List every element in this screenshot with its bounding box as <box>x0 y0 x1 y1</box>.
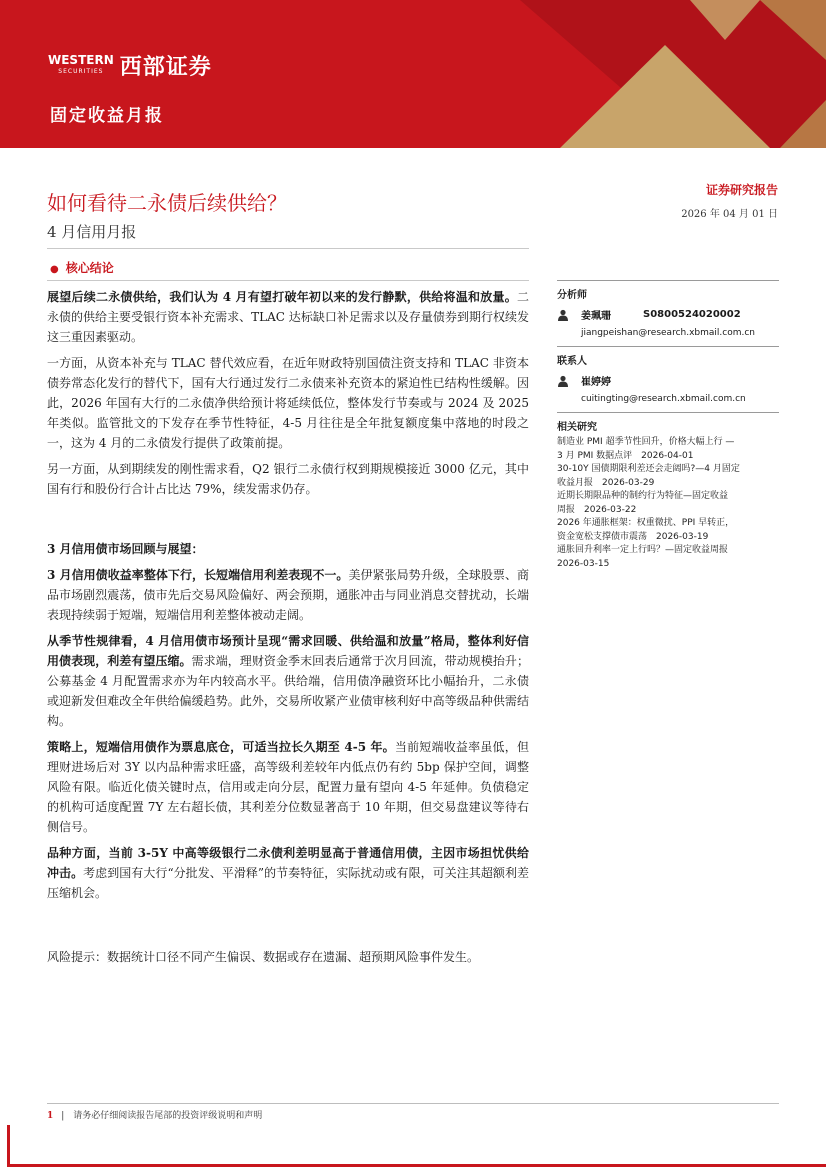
page-bottom-rule <box>7 1164 826 1167</box>
divider <box>47 248 529 249</box>
paragraph: 展望后续二永债供给，我们认为 4 月有望打破年初以来的发行静默，供给将温和放量。二永债的供给主要受银行资本补充需求、TLAC 达标缺口补足需求以及存量债券到期行权续发这三重因素驱动。 <box>47 290 529 344</box>
paragraph: 策略上，短端信用债作为票息底仓，可适当拉长久期至 4-5 年。当前短端收益率虽低，但理财进场后对 3Y 以内品种需求旺盛，高等级利差较年内低点仍有约 5bp 保护空间，调整风险有限。临近化债关键时点，信用或走向分层，配置力量有望向 4-5 年延伸。负债稳定的机构可适度配置 7Y 左右超长债，其利差分位数显著高于 10 年期，但交易盘建议等待右侧信号。 <box>47 740 529 834</box>
contact-email[interactable]: cuitingting@research.xbmail.com.cn <box>581 394 746 404</box>
sidebar <box>557 280 779 571</box>
paragraph: 3 月信用债收益率整体下行，长短端信用利差表现不一。美伊紧张局势升级，全球股票、商品市场剧烈震荡，债市先后交易风险偏好、两会预期，通胀冲击与同业消息交替扰动，长端表现持续弱于短端，短端信用利差整体被动走阔。 <box>47 568 529 622</box>
contact-heading: 联系人 <box>557 356 587 367</box>
divider <box>557 280 779 281</box>
report-type: 证券研究报告 <box>705 183 778 197</box>
related-line[interactable]: 2026-03-15 <box>557 558 610 569</box>
bullet-icon: ● <box>50 264 59 275</box>
section-heading: 3 月信用债市场回顾与展望： <box>47 542 204 556</box>
divider <box>47 280 529 281</box>
report-series-title: 固定收益月报 <box>50 106 164 126</box>
report-title: 如何看待二永债后续供给？ <box>47 191 287 215</box>
core-conclusion-heading: ● 核心结论 <box>50 261 114 275</box>
risk-warning: 风险提示：数据统计口径不同产生偏误、数据或存在遗漏、超预期风险事件发生。 <box>47 950 480 964</box>
related-line[interactable]: 资金宽松支撑债市震荡 2026-03-19 <box>557 531 709 542</box>
person-icon <box>557 375 569 387</box>
analyst: 姜珮珊 S0800524020002 <box>557 307 779 322</box>
disclaimer: | 请务必仔细阅读报告尾部的投资评级说明和声明 <box>61 1111 263 1121</box>
divider <box>557 412 779 413</box>
page-number: 1 <box>47 1111 54 1121</box>
header-banner <box>0 0 826 148</box>
logo-en: WESTERN SECURITIES <box>48 52 114 75</box>
paragraph: 另一方面，从到期续发的刚性需求看，Q2 银行二永债行权到期规模接近 3000 亿元，其中国有行和股份行合计占比达 79%，续发需求仍存。 <box>47 462 529 496</box>
related-line[interactable]: 制造业 PMI 超季节性回升，价格大幅上行 — <box>557 437 735 447</box>
related-research-heading: 相关研究 <box>557 422 597 433</box>
related-line[interactable]: 收益月报 2026-03-29 <box>557 477 655 488</box>
report-date: 2026 年 04 月 01 日 <box>681 209 778 220</box>
related-line[interactable]: 通胀回升利率一定上行吗？—固定收益周报 <box>557 545 729 555</box>
logo-cn: 西部证券 <box>119 55 212 80</box>
page-corner-mark <box>7 1125 10 1167</box>
related-line[interactable]: 周报 2026-03-22 <box>557 504 637 515</box>
divider <box>47 1103 779 1104</box>
paragraph: 品种方面，当前 3-5Y 中高等级银行二永债利差明显高于普通信用债，主因市场担忧供给冲击。考虑到国有大行“分批发、平滑释”的节奏特征，实际扰动或有限，可关注其超额利差压缩机会。 <box>47 846 529 900</box>
person-icon <box>557 309 569 321</box>
company-logo <box>48 50 212 81</box>
report-subtitle: 4 月信用月报 <box>47 223 137 241</box>
paragraph: 从季节性规律看，4 月信用债市场预计呈现“需求回暖、供给温和放量”格局，整体利好信用债表现，利差有望压缩。需求端，理财资金季末回表后通常于次月回流，带动规模抬升；公募基金 4 月配置需求亦为年内较高水平。供给端，信用债净融资环比小幅抬升，二永债或迎新发但难改全年供给偏缓趋势。此外，交易所收紧产业债审核利好中高等级品种供需结构。 <box>47 634 529 728</box>
main-content <box>47 287 529 973</box>
analyst-heading: 分析师 <box>557 290 587 301</box>
related-line[interactable]: 近期长期限品种的制约行为特征—固定收益 <box>557 491 729 501</box>
paragraph: 一方面，从资本补充与 TLAC 替代效应看，在近年财政特别国债注资支持和 TLAC 非资本债券常态化发行的替代下，国有大行通过发行二永债来补充资本的紧迫性已结构性缓解。因此，2026 年国有大行的二永债净供给预计将延续低位，整体发行节奏或与 2024 及 2025 年类似。监管批文的下发存在季节性特征，4-5 月往往是全年批复额度集中落地的时段之一，这为 4 月的二永债发行提供了政策前提。 <box>47 356 529 450</box>
analyst-email[interactable]: jiangpeishan@research.xbmail.com.cn <box>581 328 756 338</box>
divider <box>557 346 779 347</box>
related-line[interactable]: 3 月 PMI 数据点评 2026-04-01 <box>557 450 694 461</box>
related-line[interactable]: 2026 年通胀框架：权重微扰、PPI 早转正， <box>557 518 735 528</box>
footer <box>47 1108 262 1121</box>
contact: 崔婷婷 <box>557 373 779 388</box>
related-research-list <box>557 436 779 571</box>
related-line[interactable]: 30-10Y 国债期限利差还会走阔吗?—4 月固定 <box>557 464 740 474</box>
